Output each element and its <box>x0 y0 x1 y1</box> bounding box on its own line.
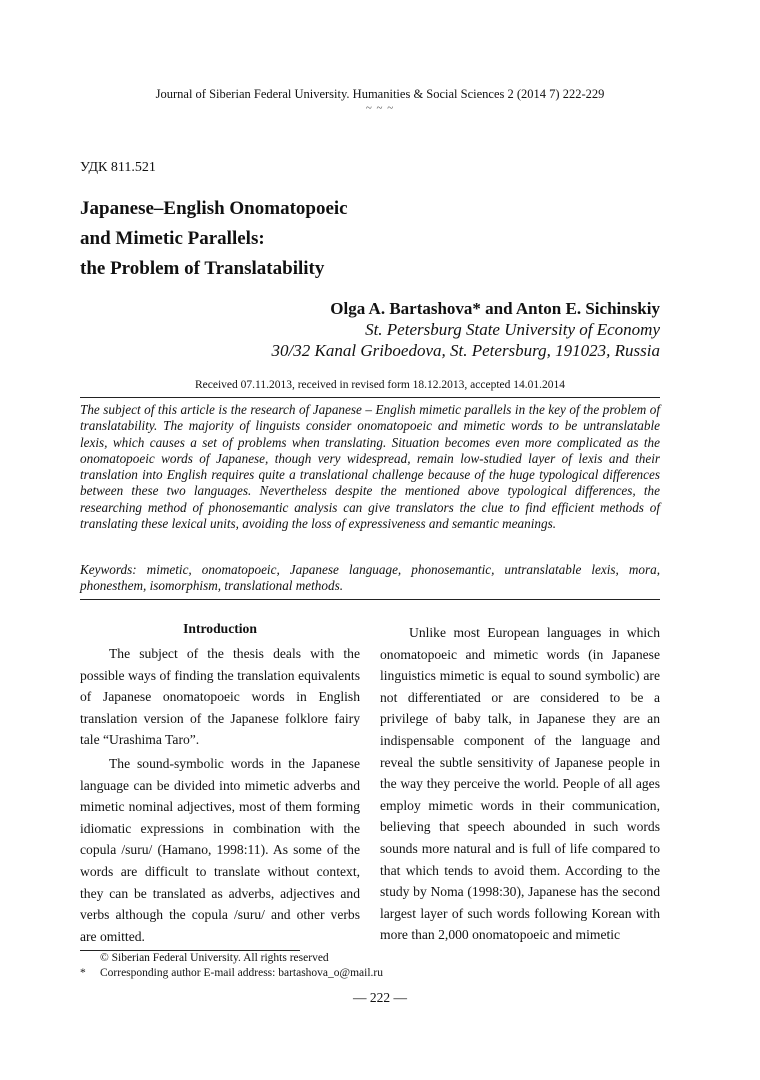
journal-header: Journal of Siberian Federal University. Humanities & Social Sciences 2 (2014 7) 222-229 <box>155 87 605 101</box>
footnote-rule <box>80 950 300 951</box>
abstract-bottom-rule <box>80 599 660 600</box>
udk-code: УДК 811.521 <box>80 160 156 175</box>
left-paragraph-2: The sound-symbolic words in the Japanese language can be divided into mimetic adverbs and mimetic nominal adjectives, most of them forming idiomatic expressions in combination with the copula /suru/ (Hamano, 1998:11). As some of the words are difficult to translate without context, they can be translated as adverbs, adjectives and verbs although the copula /suru/ and other verbs are omitted. <box>80 755 360 944</box>
section-heading-introduction: Introduction <box>183 621 257 636</box>
left-column <box>80 643 360 949</box>
left-paragraph-1: The subject of the thesis deals with the possible ways of finding the translation equivalents of Japanese onomatopoeic words in English translation version of the Japanese folklore fairy tale “Urashima Taro”. <box>80 646 360 748</box>
received-dates: Received 07.11.2013, received in revised form 18.12.2013, accepted 14.01.2014 <box>194 379 566 391</box>
affiliation-line-1: St. Petersburg State University of Economy <box>365 320 660 339</box>
affiliation-line-2: 30/32 Kanal Griboedova, St. Petersburg, 191023, Russia <box>271 341 660 360</box>
right-paragraph-1: Unlike most European languages in which onomatopoeic and mimetic words (in Japanese linguistics mimetic is equal to sound symbolic) are not differentiated or are considered to be a privilege of baby talk, in Japanese they are an indispensable component of the language and reveal the subtle sensitivity of Japanese people in the way they perceive the world. People of all ages employ mimetic words in their communication, believing that speech abounded in such words sounds more natural and is full of life compared to that which tends to avoid them. According to the study by Noma (1998:30), Japanese has the second largest layer of such words following Korean with more than 2,000 onomatopoeic and mimetic <box>380 625 660 943</box>
authors: Olga A. Bartashova* and Anton E. Sichinskiy <box>330 299 660 318</box>
title-line-1: Japanese–English Onomatopoeic <box>80 198 348 219</box>
abstract-top-rule <box>80 397 660 398</box>
footnote-corresponding <box>80 967 383 979</box>
title-line-2: and Mimetic Parallels: <box>80 228 265 249</box>
copyright-text: © Siberian Federal University. All rights reserved <box>100 952 329 964</box>
article-title <box>80 194 348 284</box>
page-number: — 222 — <box>353 990 407 1005</box>
title-line-3: the Problem of Translatability <box>80 258 325 279</box>
header-separator: ~ ~ ~ <box>365 102 395 114</box>
keywords: Keywords: mimetic, onomatopoeic, Japanese language, phonosemantic, untranslatable lexis, mora, phonesthem, isomorphism, translational methods. <box>80 562 660 594</box>
footnote-asterisk: * <box>80 967 86 979</box>
abstract: The subject of this article is the research of Japanese – English mimetic parallels in the key of the problem of translatability. The majority of linguists consider onomatopoeic and mimetic words to be untranslatable lexis, which causes a set of problems when translating. Situation becomes even more complicated as the onomatopoeic words of Japanese, though very widespread, remain low-studied layer of lexis and their translation into English requires quite a translational challenge because of the huge typological differences between these two languages. Nevertheless despite the mentioned above typological differences, the researching method of phonosemantic analysis can give translators the clue to find efficient methods of translating these lexical units, avoiding the loss of expressiveness and semantic meanings. <box>80 402 660 532</box>
right-column <box>380 622 660 948</box>
footnote-copyright <box>80 952 329 964</box>
corresponding-author-text: Corresponding author E-mail address: bartashova_o@mail.ru <box>100 967 384 979</box>
